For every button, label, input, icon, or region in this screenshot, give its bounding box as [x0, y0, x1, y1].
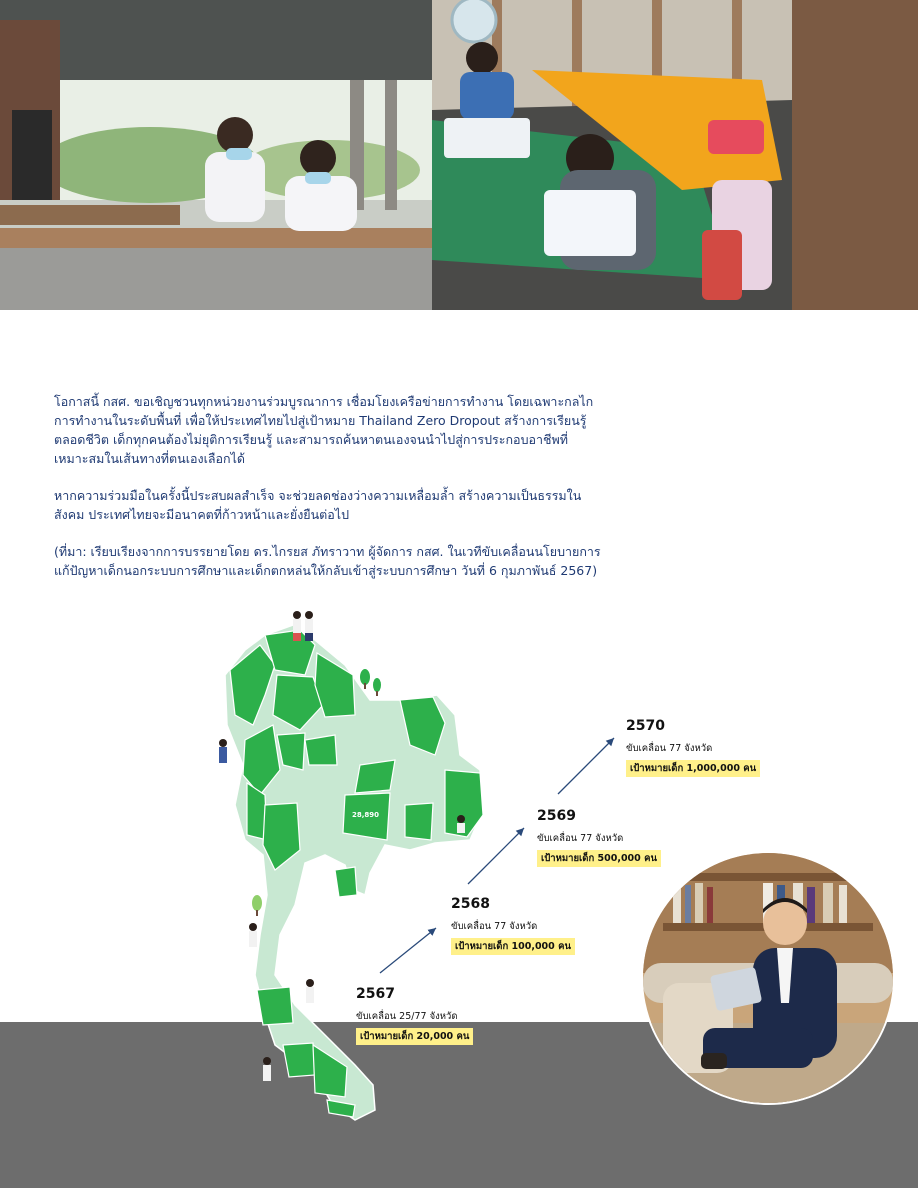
milestone-2570 [626, 718, 760, 777]
paragraph-1: โอกาสนี้ กสศ. ขอเชิญชวนทุกหน่วยงานร่วมบูรณาการ เชื่อมโยงเครือข่ายการทำงาน โดยเฉพาะกลไกการทำงานในระดับพื้นที่ เพื่อให้ประเทศไทยไปสู่เป้าหมาย Thailand Zero Dropout สร้างการเรียนรู้ตลอดชีวิต เด็กทุกคนต้องไม่ยุติการเรียนรู้ และสามารถค้นหาตนเองจนนำไปสู่การประกอบอาชีพที่เหมาะสมในเส้นทางที่ตนเองเลือกได้ [54, 394, 594, 466]
paragraph-source: (ที่มา: เรียบเรียงจากการบรรยายโดย ดร.ไกรยส ภัทราวาท ผู้จัดการ กสศ. ในเวทีขับเคลื่อนนโยบายการแก้ปัญหาเด็กนอกระบบการศึกษาและเด็กตกหล่นให้กลับเข้าสู่ระบบการศึกษา วันที่ 6 กุมภาพันธ์ 2567) [54, 544, 601, 578]
milestone-year: 2567 [356, 986, 395, 1002]
milestone-coverage: ขับเคลื่อน 25/77 จังหวัด [356, 1011, 458, 1022]
article-body [54, 392, 602, 598]
milestone-coverage: ขับเคลื่อน 77 จังหวัด [626, 743, 713, 754]
milestone-target: เป้าหมายเด็ก 100,000 คน [451, 938, 575, 955]
milestone-year: 2568 [451, 896, 490, 912]
milestone-target: เป้าหมายเด็ก 20,000 คน [356, 1028, 473, 1045]
thailand-province-map [205, 605, 505, 1125]
milestone-target: เป้าหมายเด็ก 500,000 คน [537, 850, 661, 867]
milestone-2567 [356, 986, 473, 1045]
paragraph-2: หากความร่วมมือในครั้งนี้ประสบผลสำเร็จ จะช่วยลดช่องว่างความเหลื่อมล้ำ สร้างความเป็นธรรมในสังคม ประเทศไทยจะมีอนาคตที่ก้าวหน้าและยั่งยืนต่อไป [54, 488, 582, 522]
students-reading-at-desk-photo [0, 0, 432, 310]
map-label-value: 28,890 [352, 811, 380, 819]
milestone-target: เป้าหมายเด็ก 1,000,000 คน [626, 760, 760, 777]
milestone-coverage: ขับเคลื่อน 77 จังหวัด [537, 833, 624, 844]
milestone-coverage: ขับเคลื่อน 77 จังหวัด [451, 921, 538, 932]
children-reading-on-floor-photo [432, 0, 918, 310]
milestone-year: 2570 [626, 718, 665, 734]
milestone-2569 [537, 808, 661, 867]
director-portrait-photo [641, 851, 895, 1105]
milestone-year: 2569 [537, 808, 576, 824]
milestone-2568 [451, 896, 575, 955]
